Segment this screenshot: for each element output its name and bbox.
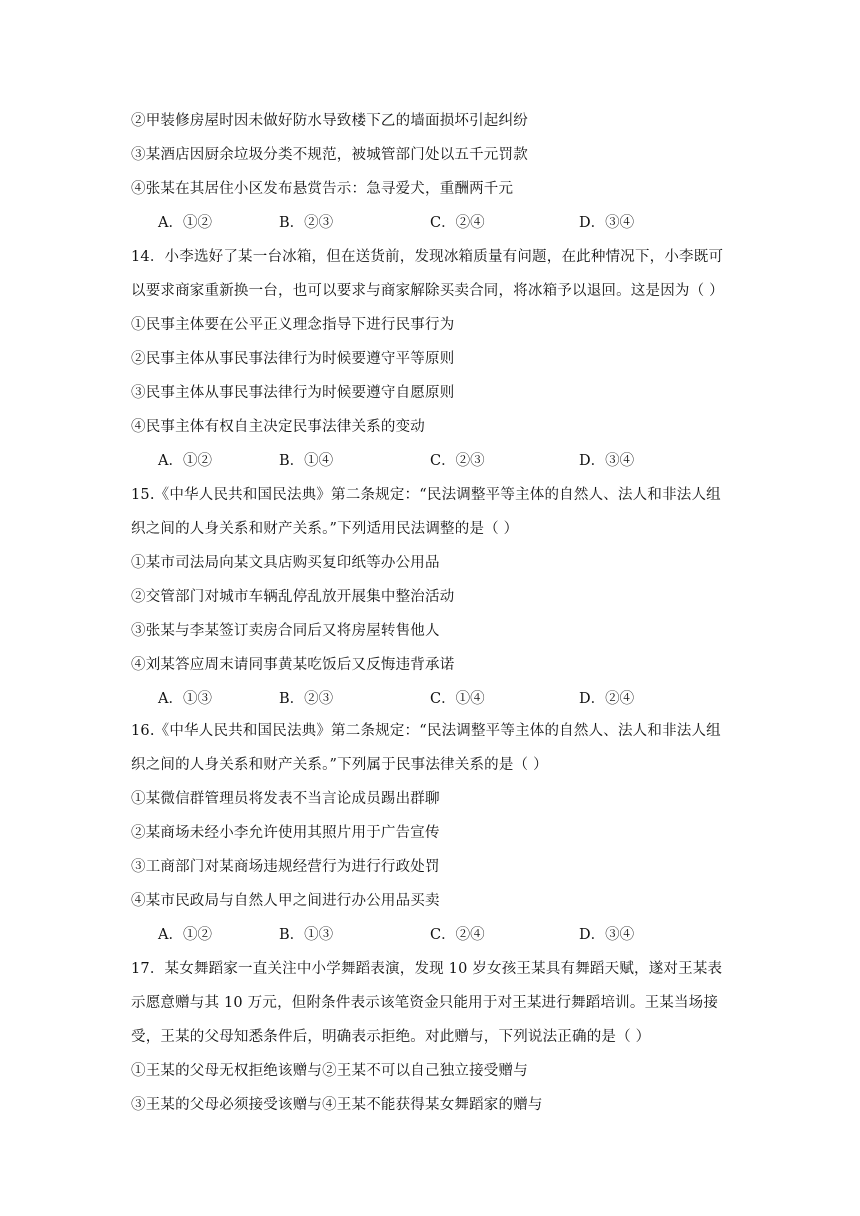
q17-stem-line-2: 示愿意赠与其 10 万元，但附条件表示该笔资金只能用于对王某进行舞蹈培训。王某当场接 [131,995,719,1011]
q14-option-a[interactable]: A．①② [158,453,212,469]
q15-option-b[interactable]: B．②③ [279,691,334,707]
q17-item-1-2: ①王某的父母无权拒绝该赠与②王某不可以自己独立接受赠与 [131,1063,528,1079]
q16-stem-line-1: 16.《中华人民共和国民法典》第二条规定：“民法调整平等主体的自然人、法人和非法人组 [131,723,721,739]
q17-stem-line-1: 17．某女舞蹈家一直关注中小学舞蹈表演，发现 10 岁女孩王某具有舞蹈天赋，遂对王某表 [131,961,723,977]
q15-stem-line-2: 织之间的人身关系和财产关系。”下列适用民法调整的是（ ） [131,521,519,537]
q15-option-d[interactable]: D．②④ [579,691,635,707]
q13-item-2: ②甲装修房屋时因未做好防水导致楼下乙的墙面损坏引起纠纷 [131,113,528,129]
q14-option-c[interactable]: C．②③ [430,453,485,469]
q13-option-b[interactable]: B．②③ [279,215,334,231]
q16-option-d[interactable]: D．③④ [579,927,635,943]
q14-item-3: ③民事主体从事民事法律行为时候要遵守自愿原则 [131,385,455,401]
q13-option-d[interactable]: D．③④ [579,215,635,231]
q13-option-c[interactable]: C．②④ [430,215,485,231]
q13-item-4: ④张某在其居住小区发布悬赏告示：急寻爱犬，重酬两千元 [131,181,514,197]
q16-option-b[interactable]: B．①③ [279,927,334,943]
q15-item-1: ①某市司法局向某文具店购买复印纸等办公用品 [131,555,440,571]
q14-item-4: ④民事主体有权自主决定民事法律关系的变动 [131,419,425,435]
q14-stem-line-1: 14．小李选好了某一台冰箱，但在送货前，发现冰箱质量有问题，在此种情况下，小李既可 [131,249,724,265]
q15-option-a[interactable]: A．①③ [158,691,212,707]
q14-item-1: ①民事主体要在公平正义理念指导下进行民事行为 [131,317,455,333]
q15-item-3: ③张某与李某签订卖房合同后又将房屋转售他人 [131,623,440,639]
q17-stem-line-3: 受，王某的父母知悉条件后，明确表示拒绝。对此赠与，下列说法正确的是（ ） [131,1029,651,1045]
q15-stem-line-1: 15.《中华人民共和国民法典》第二条规定：“民法调整平等主体的自然人、法人和非法人组 [131,487,721,503]
q14-item-2: ②民事主体从事民事法律行为时候要遵守平等原则 [131,351,455,367]
q17-item-3-4: ③王某的父母必须接受该赠与④王某不能获得某女舞蹈家的赠与 [131,1097,543,1113]
q14-option-b[interactable]: B．①④ [279,453,334,469]
q14-stem-line-2: 以要求商家重新换一台，也可以要求与商家解除买卖合同，将冰箱予以退回。这是因为（ ） [131,283,724,299]
q16-option-a[interactable]: A．①② [158,927,212,943]
q15-item-4: ④刘某答应周末请同事黄某吃饭后又反悔违背承诺 [131,657,455,673]
q13-item-3: ③某酒店因厨余垃圾分类不规范，被城管部门处以五千元罚款 [131,147,528,163]
q15-item-2: ②交管部门对城市车辆乱停乱放开展集中整治活动 [131,589,455,605]
q16-stem-line-2: 织之间的人身关系和财产关系。”下列属于民事法律关系的是（ ） [131,757,548,773]
q16-option-c[interactable]: C．②④ [430,927,485,943]
q14-option-d[interactable]: D．③④ [579,453,635,469]
q16-item-3: ③工商部门对某商场违规经营行为进行行政处罚 [131,859,440,875]
q13-option-a[interactable]: A．①② [158,215,212,231]
q16-item-1: ①某微信群管理员将发表不当言论成员踢出群聊 [131,791,440,807]
q16-item-2: ②某商场未经小李允许使用其照片用于广告宣传 [131,825,440,841]
q15-option-c[interactable]: C．①④ [430,691,485,707]
q16-item-4: ④某市民政局与自然人甲之间进行办公用品买卖 [131,893,440,909]
